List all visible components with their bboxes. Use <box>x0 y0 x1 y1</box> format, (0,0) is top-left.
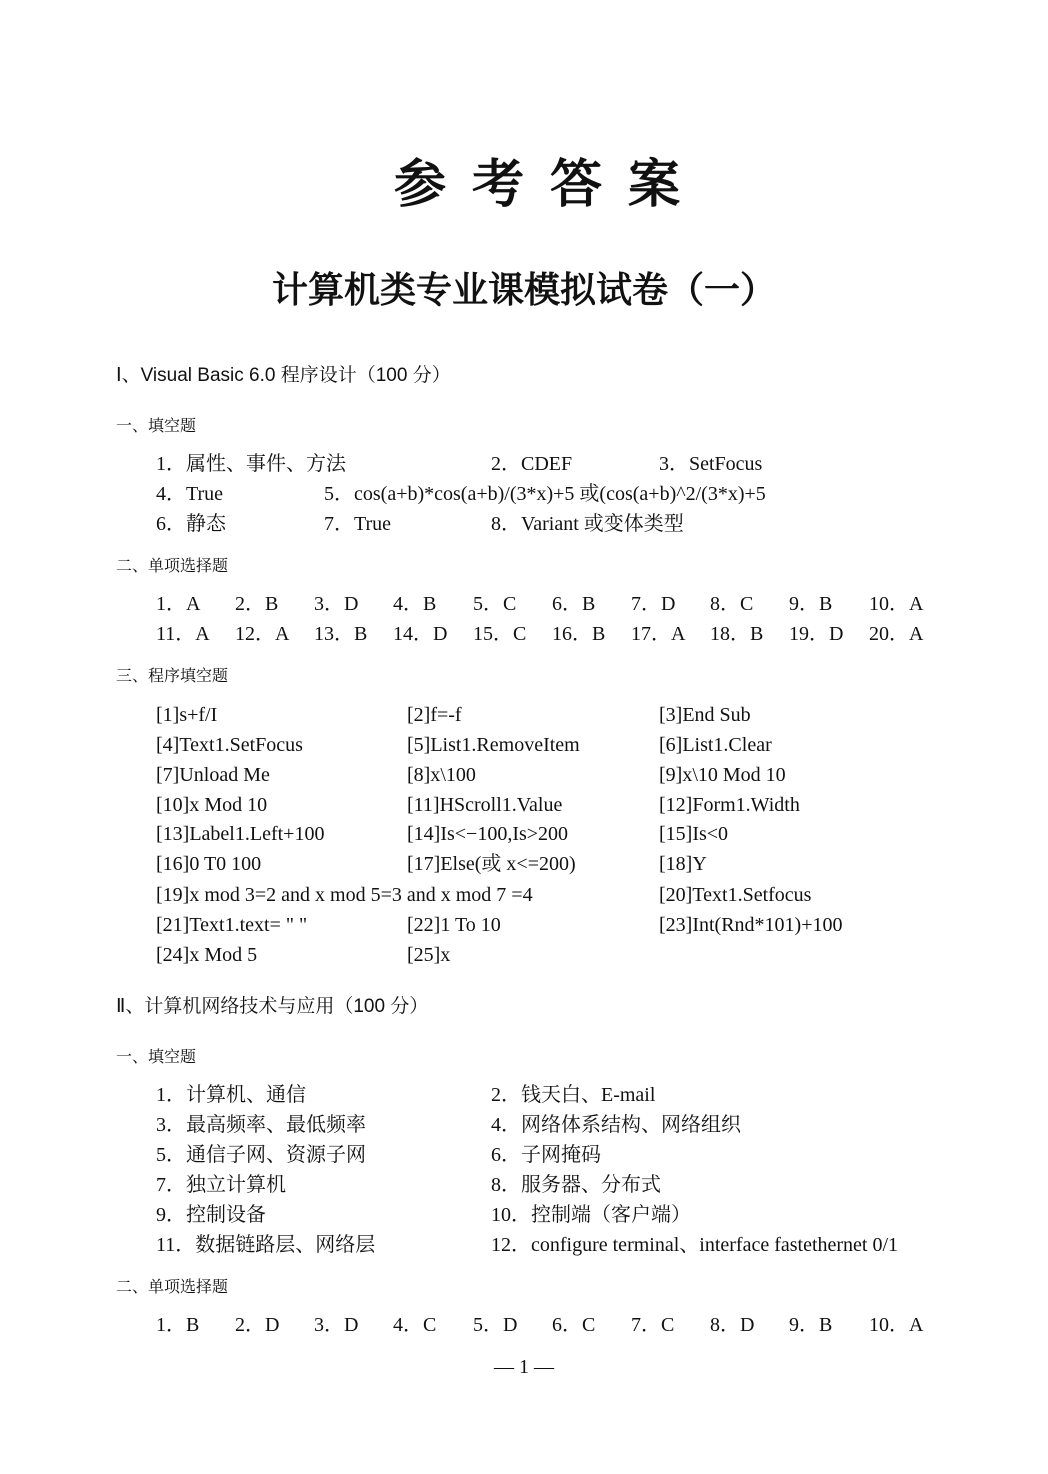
answer-item: 15．C <box>473 623 527 645</box>
answer-item: 1．A <box>156 593 201 615</box>
answer-item: 5．cos(a+b)*cos(a+b)/(3*x)+5 或(cos(a+b)^2/(3*x)+5 <box>324 483 766 505</box>
program-row <box>156 790 956 820</box>
section-heading-vb: Ⅰ、Visual Basic 6.0 程序设计（100 分） <box>116 365 451 386</box>
answer-item: 6．B <box>552 593 596 615</box>
answer-item: 2．B <box>235 593 279 615</box>
answer-item: [3]End Sub <box>659 704 751 726</box>
answer-item: [24]x Mod 5 <box>156 944 258 966</box>
answer-item: [16]0 T0 100 <box>156 853 262 875</box>
section-heading-network: Ⅱ、计算机网络技术与应用（100 分） <box>116 996 429 1017</box>
vb-choice-row <box>156 619 956 649</box>
answer-item: 16．B <box>552 623 606 645</box>
answer-item: [21]Text1.text= " " <box>156 914 308 936</box>
answer-item: 11．A <box>156 623 210 645</box>
answer-item: [10]x Mod 10 <box>156 794 268 816</box>
answer-item: [14]Is<−100,Is>200 <box>407 823 569 845</box>
answer-item: 2．钱天白、E-mail <box>491 1084 656 1106</box>
vb-fill-row <box>156 479 956 509</box>
answer-item: 8．Variant 或变体类型 <box>491 513 684 535</box>
answer-item: 7．True <box>324 513 392 535</box>
answer-item: [1]s+f/I <box>156 704 218 726</box>
network-fill-row <box>156 1200 956 1230</box>
answer-item: 1．属性、事件、方法 <box>156 453 346 475</box>
answer-item: [18]Y <box>659 853 707 875</box>
answer-item: 4．C <box>393 1314 437 1336</box>
answer-item: 8．C <box>710 593 754 615</box>
network-fill-row <box>156 1110 956 1140</box>
answer-item: 6．C <box>552 1314 596 1336</box>
answer-item: 5．C <box>473 593 517 615</box>
vb-fill-heading: 一、填空题 <box>116 416 197 435</box>
answer-item: 9．B <box>789 1314 833 1336</box>
answer-item: 3．D <box>314 1314 359 1336</box>
network-fill-row <box>156 1140 956 1170</box>
answer-item: [11]HScroll1.Value <box>407 794 563 816</box>
answer-item: 1．计算机、通信 <box>156 1084 306 1106</box>
answer-item: 19．D <box>789 623 844 645</box>
answer-item: [20]Text1.Setfocus <box>659 884 812 906</box>
program-row <box>156 910 956 940</box>
answer-item: 7．D <box>631 593 676 615</box>
answer-item: 12．A <box>235 623 290 645</box>
answer-item: [6]List1.Clear <box>659 734 772 756</box>
answer-item: [12]Form1.Width <box>659 794 800 816</box>
answer-item: 20．A <box>869 623 924 645</box>
answer-item: 9．控制设备 <box>156 1204 266 1226</box>
program-row <box>156 819 956 849</box>
exam-subtitle: 计算机类专业课模拟试卷（一） <box>271 269 776 311</box>
program-row <box>156 880 956 910</box>
answer-item: [23]Int(Rnd*101)+100 <box>659 914 843 936</box>
answer-item: [13]Label1.Left+100 <box>156 823 325 845</box>
answer-item: 1．B <box>156 1314 200 1336</box>
network-fill-row <box>156 1230 956 1260</box>
network-choice-heading: 二、单项选择题 <box>116 1277 229 1296</box>
answer-item: [25]x <box>407 944 451 966</box>
answer-item: 10．A <box>869 1314 924 1336</box>
answer-item: 2．D <box>235 1314 280 1336</box>
answer-item: 3．最高频率、最低频率 <box>156 1114 366 1136</box>
vb-fill-row <box>156 509 956 539</box>
answer-item: [5]List1.RemoveItem <box>407 734 580 756</box>
answer-item: 10．控制端（客户端） <box>491 1204 691 1226</box>
program-row <box>156 700 956 730</box>
answer-item: [8]x\100 <box>407 764 476 786</box>
answer-item: 3．D <box>314 593 359 615</box>
program-row <box>156 760 956 790</box>
answer-item: 5．通信子网、资源子网 <box>156 1144 366 1166</box>
answer-item: 4．网络体系结构、网络组织 <box>491 1114 741 1136</box>
answer-item: 14．D <box>393 623 448 645</box>
answer-item: 2．CDEF <box>491 453 573 475</box>
vb-program-heading: 三、程序填空题 <box>116 666 229 685</box>
answer-item: 5．D <box>473 1314 518 1336</box>
answer-item: 3．SetFocus <box>659 453 763 475</box>
network-choice-row <box>156 1310 956 1340</box>
answer-item: [7]Unload Me <box>156 764 270 786</box>
program-row <box>156 849 956 879</box>
answer-item: [4]Text1.SetFocus <box>156 734 303 756</box>
network-fill-row <box>156 1080 956 1110</box>
page-title: 参考答案 <box>393 155 706 215</box>
answer-item: 10．A <box>869 593 924 615</box>
network-fill-heading: 一、填空题 <box>116 1047 197 1066</box>
answer-item: 11．数据链路层、网络层 <box>156 1234 376 1256</box>
answer-item: [17]Else(或 x<=200) <box>407 853 576 875</box>
program-row <box>156 730 956 760</box>
answer-item: 12．configure terminal、interface fastethernet 0/1 <box>491 1234 899 1256</box>
vb-choice-heading: 二、单项选择题 <box>116 556 229 575</box>
answer-item: [22]1 To 10 <box>407 914 501 936</box>
answer-item: [19]x mod 3=2 and x mod 5=3 and x mod 7 =4 <box>156 884 533 906</box>
answer-item: 13．B <box>314 623 368 645</box>
answer-item: 7．C <box>631 1314 675 1336</box>
vb-fill-row <box>156 449 956 479</box>
page-number: — 1 — <box>494 1356 554 1378</box>
answer-item: 4．True <box>156 483 224 505</box>
answer-item: 6．子网掩码 <box>491 1144 601 1166</box>
answer-item: [15]Is<0 <box>659 823 729 845</box>
answer-item: 17．A <box>631 623 686 645</box>
answer-item: 18．B <box>710 623 764 645</box>
answer-item: 8．服务器、分布式 <box>491 1174 661 1196</box>
program-row <box>156 940 956 970</box>
answer-item: 8．D <box>710 1314 755 1336</box>
answer-item: [2]f=-f <box>407 704 462 726</box>
answer-item: 6．静态 <box>156 513 226 535</box>
answer-item: 4．B <box>393 593 437 615</box>
answer-item: 9．B <box>789 593 833 615</box>
answer-item: [9]x\10 Mod 10 <box>659 764 786 786</box>
answer-item: 7．独立计算机 <box>156 1174 286 1196</box>
vb-choice-row <box>156 589 956 619</box>
network-fill-row <box>156 1170 956 1200</box>
